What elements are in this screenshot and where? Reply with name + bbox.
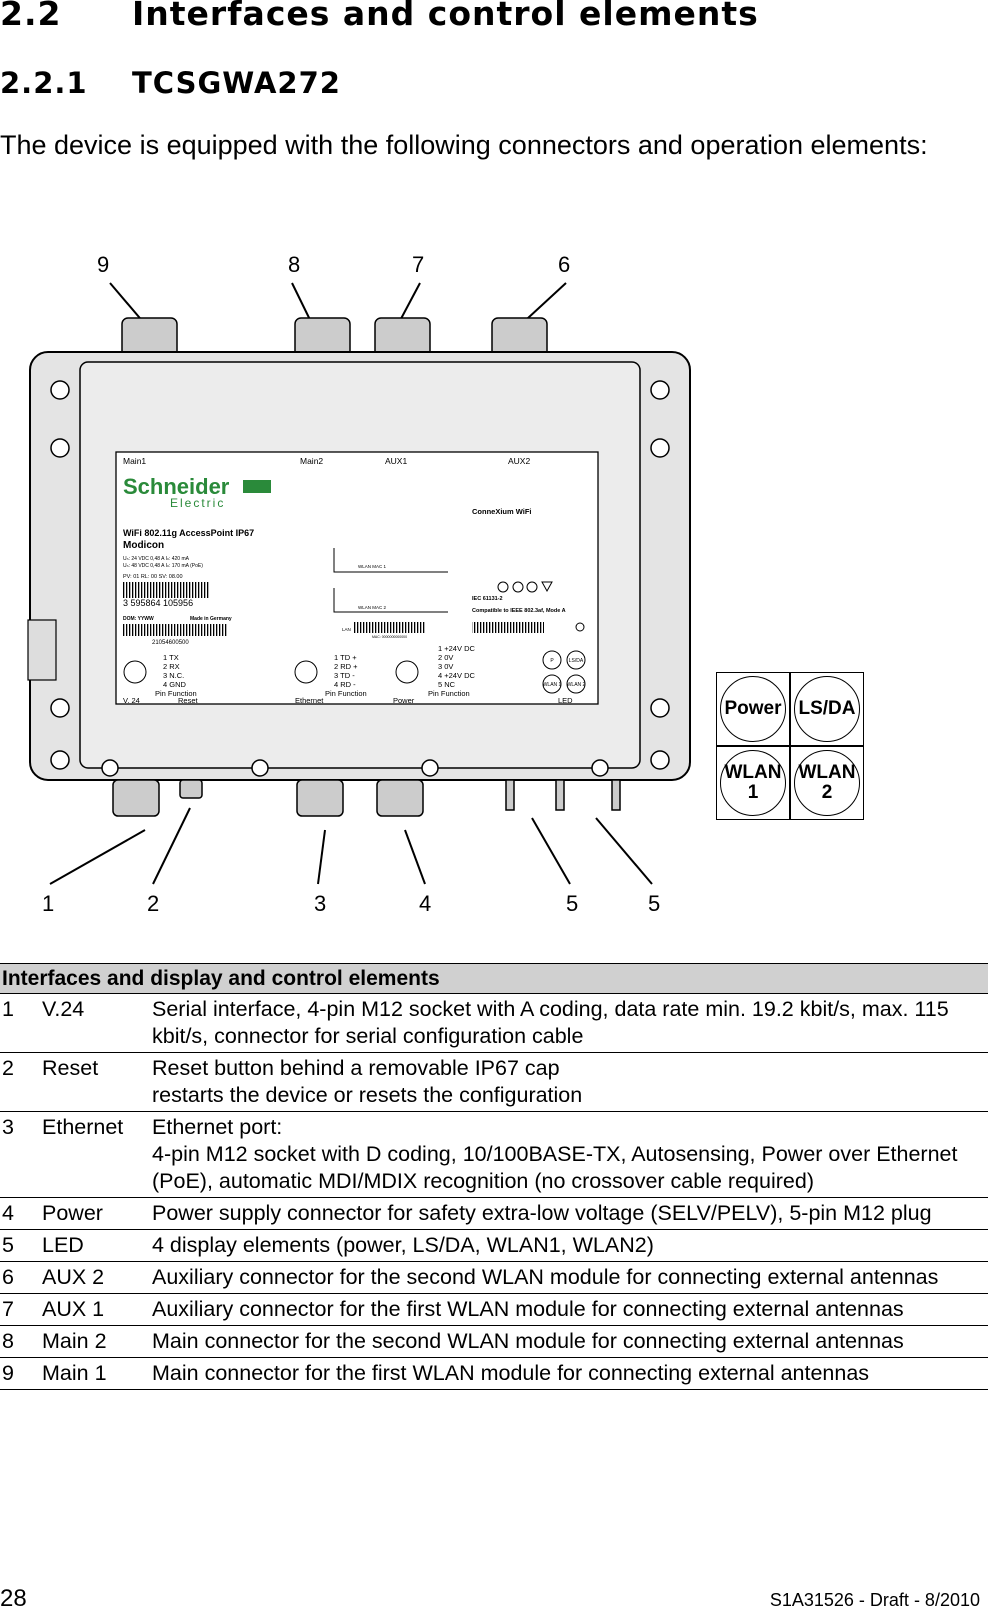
row-description: Main connector for the second WLAN module for connecting external antennas [152, 1326, 988, 1358]
port-label-aux1: AUX1 [385, 456, 408, 466]
label-reset: Reset [178, 696, 198, 705]
led-wlan2-icon: WLAN 2 [794, 750, 860, 816]
table-row [0, 1230, 988, 1262]
label-led: LED [558, 696, 573, 705]
callout-5a: 5 [566, 891, 579, 916]
table-row [0, 1198, 988, 1230]
callout-2: 2 [147, 891, 160, 916]
brand-sub: Electric [170, 496, 226, 510]
led-label-lsda: LS/DA [568, 658, 584, 664]
row-name: Ethernet [42, 1112, 152, 1198]
serial-number: 21054600500 [152, 640, 189, 646]
label-power: Power [393, 696, 415, 705]
mac2-label: WLAN MAC 2 [358, 605, 387, 610]
row-number: 1 [0, 994, 42, 1053]
version-line: PV: 01 RL: 00 SV: 08.00 [123, 574, 183, 580]
subsection-title: TCSGWA272 [132, 66, 341, 100]
label-ethernet: Ethernet [295, 696, 324, 705]
section-heading [0, 0, 759, 33]
eth-pin-3: 3 TD - [334, 671, 355, 680]
barcode-4 [472, 622, 544, 633]
specs-1: Uₙ: 24 VDC 0,48 A Iₙ: 420 mA [123, 556, 189, 562]
led-lsda-icon: LS/DA [794, 676, 860, 742]
barcode-1 [123, 582, 209, 598]
row-name: AUX 1 [42, 1294, 152, 1326]
callout-8: 8 [288, 252, 301, 277]
row-name: Main 2 [42, 1326, 152, 1358]
led-label-p: P [550, 658, 554, 664]
table-row [0, 1294, 988, 1326]
label-v24: V. 24 [123, 696, 140, 705]
row-description: Power supply connector for safety extra-low voltage (SELV/PELV), 5-pin M12 plug [152, 1198, 988, 1230]
subsection-heading [0, 66, 341, 100]
row-number: 2 [0, 1053, 42, 1112]
row-description: Main connector for the first WLAN module for connecting external antennas [152, 1358, 988, 1390]
product-family: Modicon [123, 540, 165, 551]
callout-4: 4 [419, 891, 432, 916]
pwr-pin-3: 3 0V [438, 662, 454, 671]
callout-6: 6 [558, 252, 571, 277]
section-title: Interfaces and control elements [132, 0, 759, 33]
table-row [0, 1053, 988, 1112]
row-number: 4 [0, 1198, 42, 1230]
row-description: Ethernet port: 4-pin M12 socket with D coding, 10/100BASE-TX, Autosensing, Power over Ethernet (PoE), automatic MDI/MDIX recognition (no crossover cable required) [152, 1112, 988, 1198]
device-drawing [0, 230, 988, 930]
callout-5b: 5 [648, 891, 661, 916]
led-label-wlan1: WLAN 1 [542, 682, 562, 688]
row-name: LED [42, 1230, 152, 1262]
product-name: WiFi 802.11g AccessPoint IP67 [123, 528, 255, 538]
table-row [0, 1326, 988, 1358]
specs-2: Uₙ: 48 VDC 0,48 A Iₙ: 170 mA (PoE) [123, 563, 203, 569]
row-number: 9 [0, 1358, 42, 1390]
row-number: 8 [0, 1326, 42, 1358]
section-number: 2.2 [0, 0, 62, 33]
barcode-2 [123, 624, 228, 636]
made-in-label: Made in Germany [190, 616, 232, 622]
callout-1: 1 [42, 891, 55, 916]
row-description: Auxiliary connector for the second WLAN module for connecting external antennas [152, 1262, 988, 1294]
table-header: Interfaces and display and control elements [0, 964, 988, 994]
port-label-aux2: AUX2 [508, 456, 531, 466]
led-legend [716, 672, 864, 820]
mac-small: MAC: 0000000000000 [372, 635, 408, 639]
dom-label: DOM: YYWW [123, 616, 154, 622]
lan-label: LAN [342, 627, 351, 632]
row-description: Reset button behind a removable IP67 cap restarts the device or resets the configuration [152, 1053, 988, 1112]
mac1-label: WLAN MAC 1 [358, 564, 387, 569]
callout-7: 7 [412, 252, 425, 277]
v24-pin-function: Pin Function [155, 689, 197, 698]
v24-pin-4: 4 GND [163, 680, 186, 689]
table-row [0, 1262, 988, 1294]
row-number: 7 [0, 1294, 42, 1326]
eth-pin-4: 4 RD - [334, 680, 356, 689]
pwr-pin-4: 4 +24V DC [438, 671, 475, 680]
led-label-wlan2: WLAN 2 [566, 682, 586, 688]
row-name: Power [42, 1198, 152, 1230]
v24-pin-2: 2 RX [163, 662, 180, 671]
barcode-3 [354, 622, 426, 633]
pwr-pin-5: 5 NC [438, 680, 456, 689]
intro-paragraph: The device is equipped with the following connectors and operation elements: [0, 130, 928, 160]
row-description: 4 display elements (power, LS/DA, WLAN1, WLAN2) [152, 1230, 988, 1262]
eth-pin-function: Pin Function [325, 689, 367, 698]
interfaces-table [0, 963, 988, 1390]
subsection-number: 2.2.1 [0, 66, 88, 100]
pwr-pin-1: 1 +24V DC [438, 644, 475, 653]
v24-pin-3: 3 N.C. [163, 671, 185, 680]
port-label-main2: Main2 [300, 456, 324, 466]
row-number: 3 [0, 1112, 42, 1198]
table-row [0, 994, 988, 1053]
led-power-icon: Power [720, 676, 786, 742]
compat-label: Compatible to IEEE 802.3af, Mode A [472, 608, 566, 614]
callout-9: 9 [97, 252, 110, 277]
document-id: S1A31526 - Draft - 8/2010 [769, 1590, 980, 1610]
iec-label: IEC 61131-2 [472, 596, 503, 602]
barcode-number: 3 595864 105956 [123, 598, 194, 608]
row-name: AUX 2 [42, 1262, 152, 1294]
eth-pin-1: 1 TD + [334, 653, 357, 662]
row-name: Reset [42, 1053, 152, 1112]
v24-pin-1: 1 TX [163, 653, 179, 662]
pwr-pin-function: Pin Function [428, 689, 470, 698]
brand-logo: Schneider [123, 474, 230, 499]
eth-pin-2: 2 RD + [334, 662, 358, 671]
table-row [0, 1358, 988, 1390]
page-number: 28 [0, 1585, 27, 1612]
pwr-pin-2: 2 0V [438, 653, 454, 662]
product-right: ConneXium WiFi [472, 507, 532, 516]
row-description: Serial interface, 4-pin M12 socket with A coding, data rate min. 19.2 kbit/s, max. 115 kbit/s, connector for serial configuration cable [152, 994, 988, 1053]
row-number: 6 [0, 1262, 42, 1294]
row-description: Auxiliary connector for the first WLAN module for connecting external antennas [152, 1294, 988, 1326]
led-wlan1-icon: WLAN 1 [720, 750, 786, 816]
callout-3: 3 [314, 891, 327, 916]
table-row [0, 1112, 988, 1198]
row-number: 5 [0, 1230, 42, 1262]
row-name: V.24 [42, 994, 152, 1053]
port-label-main1: Main1 [123, 456, 147, 466]
row-name: Main 1 [42, 1358, 152, 1390]
